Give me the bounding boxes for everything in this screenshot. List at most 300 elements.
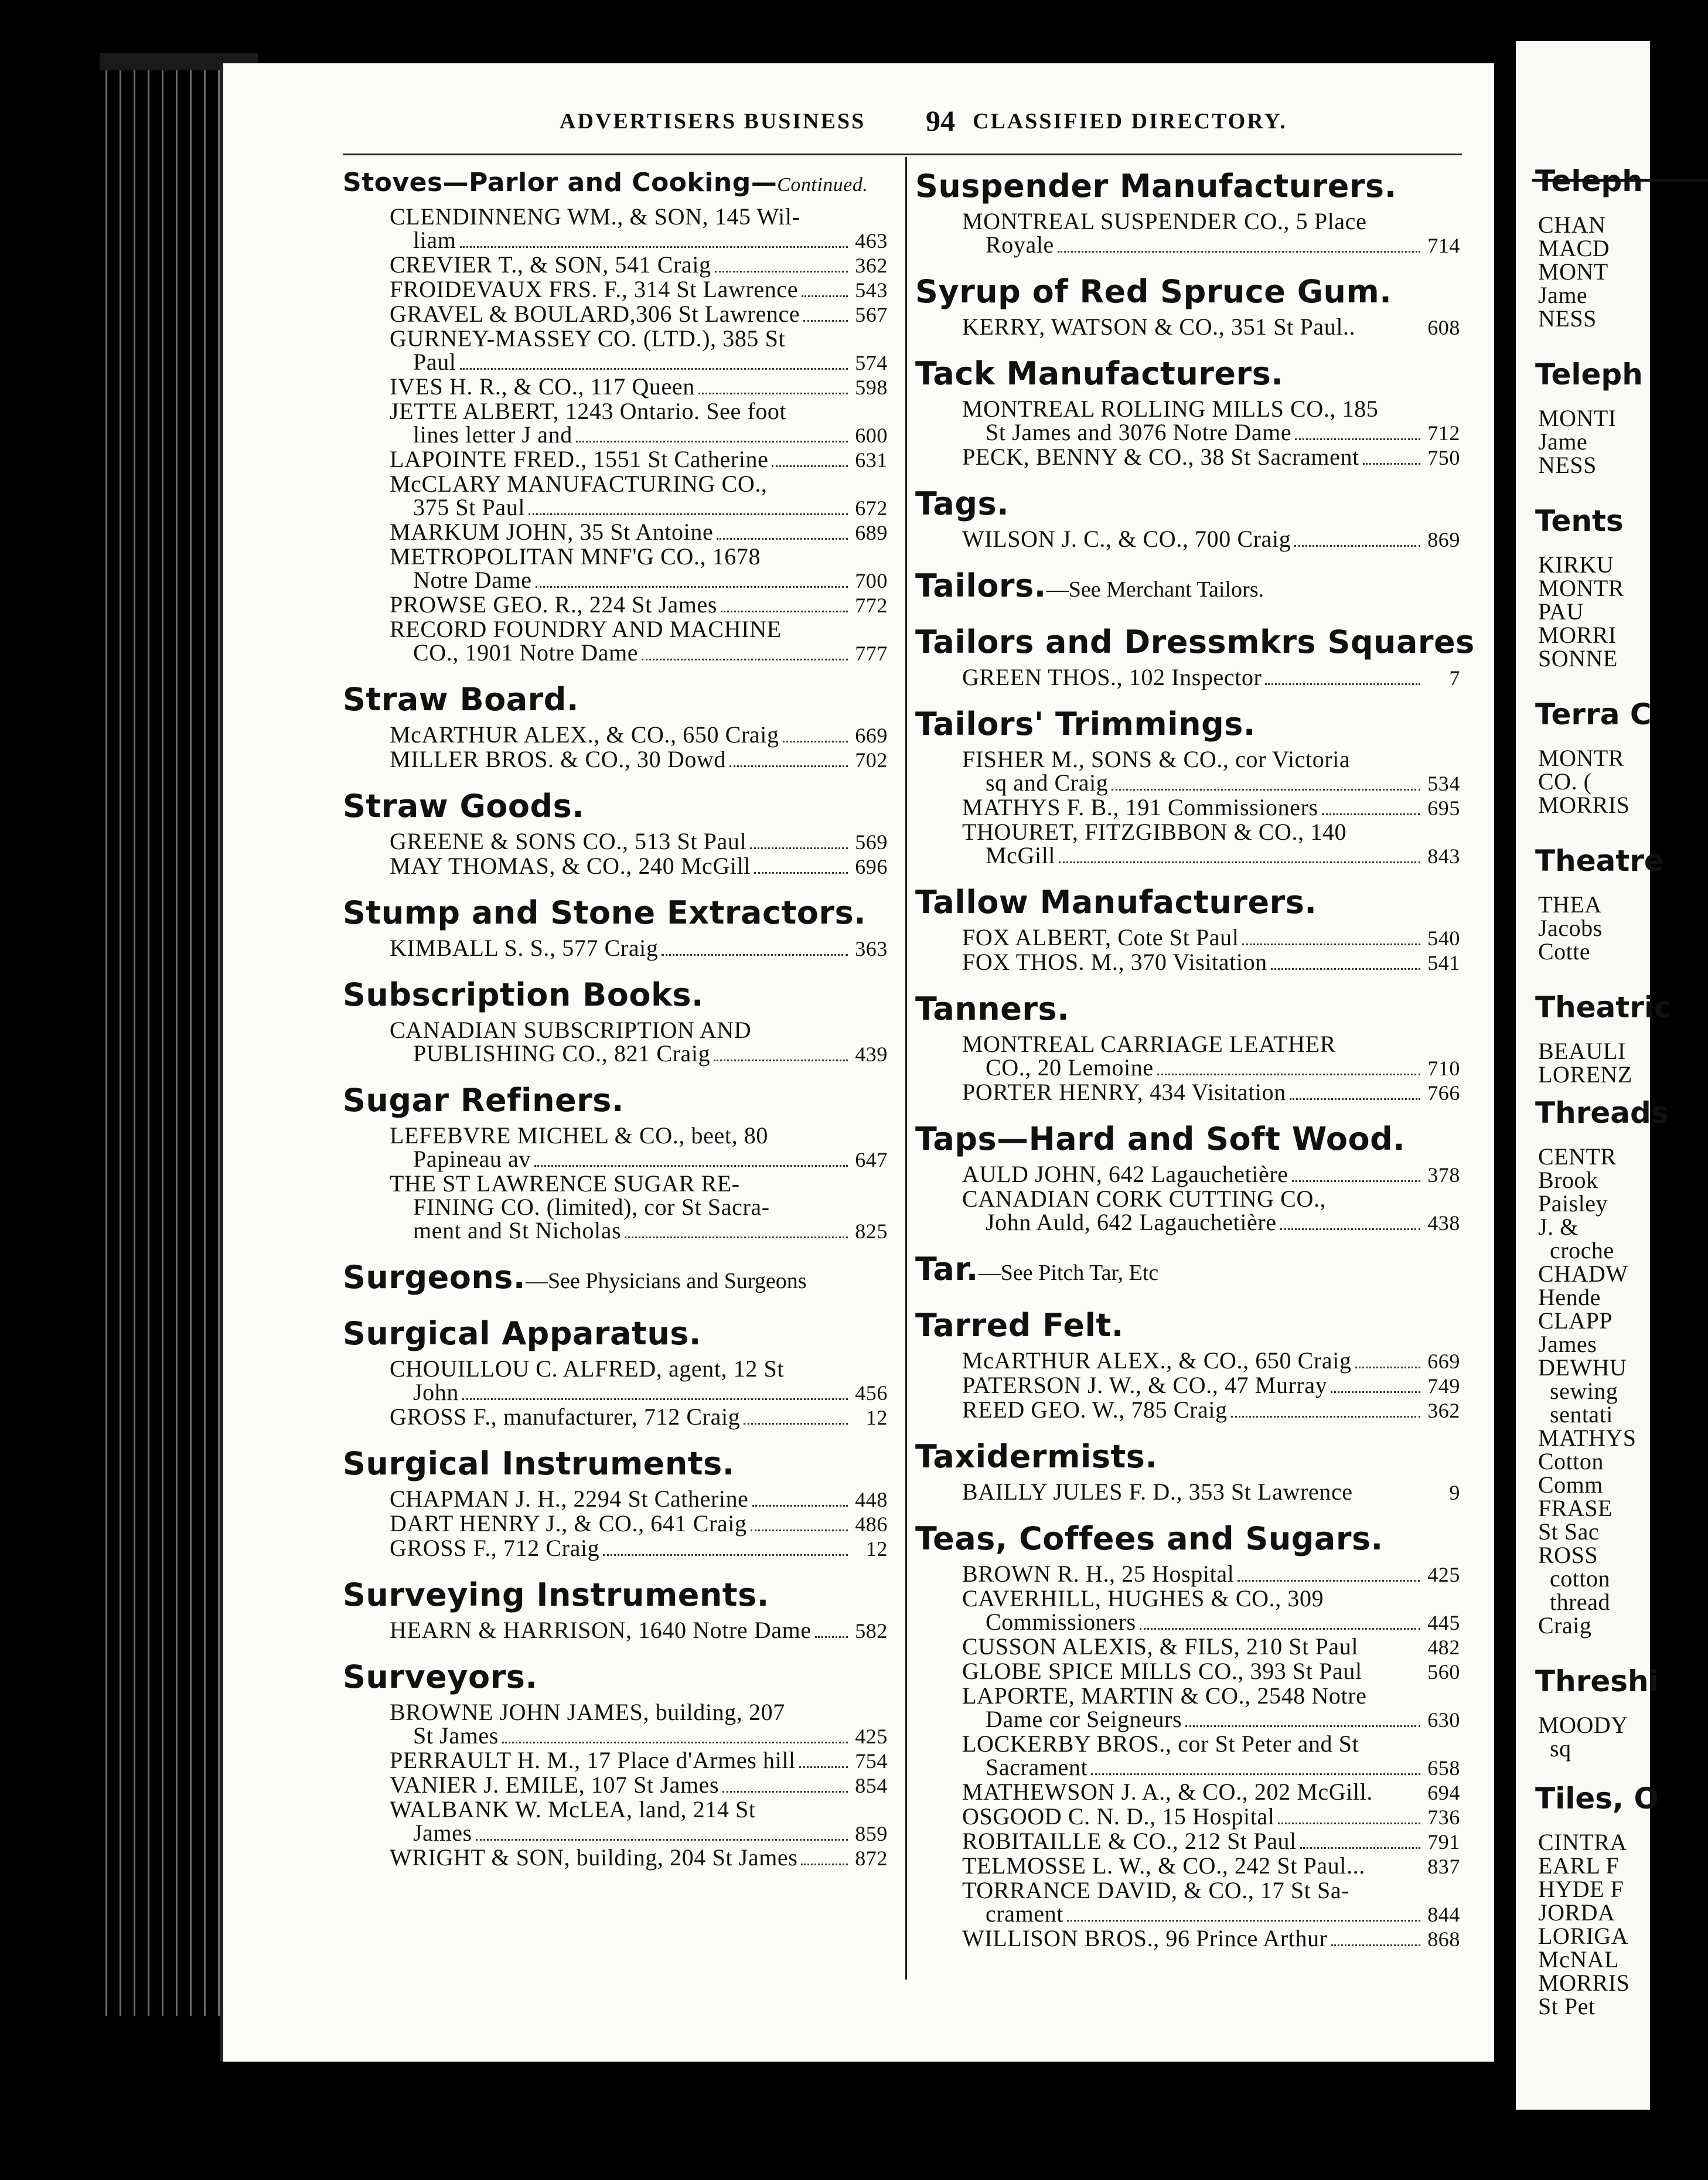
adjacent-line-fragment: NESS: [1538, 452, 1597, 478]
entry-line: [962, 1830, 1460, 1854]
leader-dots: [801, 1864, 848, 1865]
leader-dots: [1300, 1847, 1420, 1849]
entry-line: [390, 1357, 888, 1381]
directory-entry: [343, 1537, 894, 1561]
left-column: [343, 165, 894, 1883]
entry-list: [915, 1478, 1466, 1518]
entry-list: [915, 395, 1466, 483]
entry-text: HEARN & HARRISON, 1640 Notre Dame: [390, 1617, 812, 1643]
leader-dots: [460, 246, 848, 248]
directory-entry: [343, 327, 894, 375]
page-gutter-shadow: [1509, 41, 1516, 2110]
directory-entry: [915, 1927, 1466, 1951]
adjacent-line-fragment: Comm: [1538, 1472, 1603, 1498]
entry-line: [390, 1701, 888, 1724]
entry-text: THOURET, FITZGIBBON & CO., 140: [962, 819, 1347, 845]
adjacent-line-fragment: CLAPP: [1538, 1307, 1612, 1334]
directory-section: [343, 1256, 894, 1313]
page-reference: 425: [855, 1725, 888, 1748]
directory-section: [343, 892, 894, 974]
page-reference: 362: [855, 254, 888, 277]
leader-dots: [1355, 1367, 1420, 1368]
entry-list: [343, 1122, 894, 1256]
directory-entry: [343, 545, 894, 593]
page-reference: 486: [855, 1513, 888, 1536]
entry-line: [390, 302, 888, 327]
leader-dots: [1091, 1773, 1420, 1775]
section-heading-text: Straw Board.: [343, 681, 579, 718]
entry-text: GLOBE SPICE MILLS CO., 393 St Paul: [962, 1658, 1362, 1684]
entry-text: MONTREAL SUSPENDER CO., 5 Place: [962, 208, 1367, 234]
section-heading: [915, 1118, 1466, 1160]
entry-line: [962, 1879, 1460, 1902]
adjacent-line-fragment: MONT: [1538, 258, 1608, 285]
leader-dots: [1295, 438, 1420, 440]
adjacent-line-fragment: THEA: [1538, 891, 1602, 918]
entry-line: [390, 1749, 888, 1773]
adjacent-line-fragment: croche: [1550, 1237, 1614, 1263]
section-heading-text: Tanners.: [915, 990, 1070, 1027]
leader-dots: [1292, 1180, 1420, 1182]
leader-dots: [476, 1839, 848, 1841]
page-reference: 540: [1427, 926, 1460, 950]
leader-dots: [1058, 251, 1420, 253]
page-reference: 754: [855, 1749, 888, 1773]
entry-list: [343, 203, 894, 679]
entry-line: [962, 1211, 1460, 1235]
section-heading: [915, 1436, 1466, 1478]
adjacent-line-fragment: cotton: [1550, 1565, 1610, 1592]
leader-dots: [754, 872, 848, 874]
entry-line: [390, 1724, 888, 1749]
directory-entry: [915, 1033, 1466, 1081]
directory-entry: [915, 926, 1466, 951]
directory-entry: [915, 1398, 1466, 1423]
entry-line: [962, 844, 1460, 868]
adjacent-line-fragment: MORRIS: [1538, 1970, 1630, 1996]
adjacent-line-fragment: MOODY: [1538, 1712, 1628, 1738]
directory-entry: [343, 375, 894, 400]
entry-text: GROSS F., 712 Craig: [390, 1535, 600, 1561]
running-head-left: ADVERTISERS BUSINESS: [560, 109, 866, 134]
directory-entry: [343, 472, 894, 520]
leader-dots: [1363, 463, 1420, 465]
entry-text: CREVIER T., & SON, 541 Craig: [390, 251, 711, 278]
entry-line: [962, 1081, 1460, 1105]
adjacent-line-fragment: ROSS: [1538, 1542, 1598, 1568]
page-reference: 714: [1427, 234, 1460, 257]
page-reference: 560: [1427, 1660, 1460, 1684]
adjacent-line-fragment: St Sac: [1538, 1518, 1600, 1545]
leader-dots: [803, 320, 848, 322]
entry-line: [390, 1124, 888, 1147]
page-reference: 766: [1427, 1081, 1460, 1105]
entry-text: TELMOSSE L. W., & CO., 242 St Paul...: [962, 1852, 1365, 1879]
leader-dots: [729, 765, 848, 767]
page-reference: 445: [1427, 1611, 1460, 1634]
entry-text: GURNEY-MASSEY CO. (LTD.), 385 St: [390, 325, 786, 352]
entry-list: [915, 313, 1466, 353]
leader-dots: [1067, 1920, 1420, 1922]
adjacent-line-fragment: St Pet: [1538, 1993, 1596, 2019]
directory-entry: [343, 1749, 894, 1773]
adjacent-line-fragment: Hende: [1538, 1284, 1601, 1310]
entry-text: crament: [986, 1900, 1064, 1927]
directory-entry: [915, 1349, 1466, 1374]
entry-line: [962, 1033, 1460, 1056]
page-number: 94: [926, 104, 955, 137]
page-reference: 689: [855, 521, 888, 544]
section-heading-text: Surgical Instruments.: [343, 1445, 735, 1482]
leader-dots: [576, 441, 848, 442]
section-heading: [915, 165, 1466, 207]
section-heading: [343, 1574, 894, 1616]
adjacent-line-fragment: LORIGA: [1538, 1923, 1629, 1949]
page-reference: 630: [1427, 1708, 1460, 1732]
entry-line: [390, 748, 888, 772]
directory-entry: [915, 796, 1466, 820]
entry-text: sq and Craig: [986, 769, 1109, 796]
directory-entry: [915, 1374, 1466, 1398]
entry-line: [390, 1512, 888, 1537]
entry-text: CHOUILLOU C. ALFRED, agent, 12 St: [390, 1355, 785, 1382]
section-heading: [915, 703, 1466, 745]
directory-section: [915, 271, 1466, 353]
page-reference: 631: [855, 448, 888, 472]
section-heading-text: Sugar Refiners.: [343, 1082, 624, 1119]
directory-entry: [343, 520, 894, 545]
directory-entry: [343, 1846, 894, 1871]
leader-dots: [722, 1791, 848, 1793]
entry-line: [390, 545, 888, 568]
adjacent-line-fragment: BEAULI: [1538, 1038, 1626, 1064]
leader-dots: [744, 1423, 848, 1425]
adjacent-line-fragment: sewing: [1550, 1378, 1618, 1404]
entry-text: PROWSE GEO. R., 224 St James: [390, 591, 718, 618]
leader-dots: [1112, 789, 1420, 791]
page-reference: 700: [855, 569, 888, 592]
directory-entry: [343, 400, 894, 448]
entry-list: [915, 663, 1466, 703]
section-heading-text: Tailors' Trimmings.: [915, 706, 1256, 742]
entry-list: [915, 1560, 1466, 1964]
entry-text: RECORD FOUNDRY AND MACHINE: [390, 616, 782, 642]
entry-text: MARKUM JOHN, 35 St Antoine: [390, 519, 714, 545]
entry-text: MATHEWSON J. A., & CO., 202 McGill.: [962, 1779, 1373, 1805]
adjacent-line-fragment: James: [1538, 1331, 1597, 1357]
adjacent-line-fragment: MORRIS: [1538, 792, 1630, 818]
page-reference: 702: [855, 748, 888, 772]
adjacent-heading-fragment: Tiles, O: [1535, 1782, 1659, 1815]
directory-section: [915, 565, 1466, 621]
directory-section: [343, 1656, 894, 1883]
entry-text: BROWNE JOHN JAMES, building, 207: [390, 1699, 785, 1725]
entry-text: GRAVEL & BOULARD,306 St Lawrence: [390, 301, 800, 327]
entry-text: OSGOOD C. N. D., 15 Hospital: [962, 1803, 1275, 1830]
adjacent-line-fragment: McNAL: [1538, 1946, 1620, 1973]
section-heading-text: Stump and Stone Extractors.: [343, 894, 867, 931]
entry-text: KERRY, WATSON & CO., 351 St Paul..: [962, 314, 1356, 340]
adjacent-line-fragment: MACD: [1538, 235, 1610, 261]
section-heading-text: Surveying Instruments.: [343, 1576, 769, 1613]
section-heading-text: Tailors and Dressmkrs Squares: [915, 624, 1475, 660]
directory-entry: [343, 278, 894, 302]
directory-section: [343, 1313, 894, 1443]
leader-dots: [1290, 1098, 1420, 1100]
leader-dots: [642, 659, 848, 660]
adjacent-line-fragment: CINTRA: [1538, 1829, 1627, 1855]
section-heading-text: Taps—Hard and Soft Wood.: [915, 1120, 1406, 1157]
entry-text: PERRAULT H. M., 17 Place d'Armes hill: [390, 1747, 796, 1773]
directory-section: [343, 165, 894, 679]
entry-text: PORTER HENRY, 434 Visitation: [962, 1079, 1286, 1105]
entry-list: [915, 1160, 1466, 1248]
entry-list: [915, 207, 1466, 271]
entry-line: [390, 1846, 888, 1871]
directory-entry: [915, 951, 1466, 975]
entry-list: [915, 924, 1466, 988]
adjacent-line-fragment: PAU: [1538, 598, 1584, 625]
leader-dots: [721, 611, 848, 612]
adjacent-heading-fragment: Theatre: [1535, 844, 1664, 878]
section-heading-text: Subscription Books.: [343, 976, 704, 1013]
leader-dots: [662, 954, 848, 956]
entry-line: [962, 820, 1460, 844]
entry-text: CHAPMAN J. H., 2294 St Catherine: [390, 1486, 749, 1512]
directory-entry: [915, 315, 1466, 340]
page-reference: 12: [865, 1537, 888, 1561]
entry-line: [390, 400, 888, 423]
entry-text: VANIER J. EMILE, 107 St James: [390, 1772, 720, 1798]
leader-dots: [1278, 1823, 1420, 1824]
page-reference: 658: [1427, 1756, 1460, 1780]
adjacent-line-fragment: Brook: [1538, 1167, 1598, 1193]
directory-section: [915, 165, 1466, 271]
directory-entry: [915, 1635, 1466, 1660]
entry-text: GREENE & SONS CO., 513 St Paul: [390, 828, 747, 854]
page-reference: 574: [855, 351, 888, 374]
entry-text: Commissioners: [986, 1609, 1136, 1635]
adjacent-heading-fragment: Teleph: [1535, 357, 1643, 391]
directory-section: [915, 881, 1466, 988]
entry-line: [390, 936, 888, 961]
entry-line: [962, 951, 1460, 975]
entry-line: [390, 496, 888, 520]
entry-line: [390, 229, 888, 253]
entry-list: [343, 827, 894, 892]
section-heading: [915, 988, 1466, 1030]
page-reference: 598: [855, 376, 888, 399]
entry-line: [390, 1619, 888, 1643]
entry-text: St James: [413, 1722, 499, 1749]
adjacent-line-fragment: SONNE: [1538, 645, 1618, 672]
page-reference: 872: [855, 1847, 888, 1870]
section-heading-text: Syrup of Red Spruce Gum.: [915, 273, 1392, 310]
entry-text: John Auld, 642 Lagauchetière: [986, 1209, 1277, 1235]
adjacent-line-fragment: NESS: [1538, 305, 1597, 332]
directory-entry: [915, 1081, 1466, 1105]
entry-line: [390, 593, 888, 618]
page-reference: 750: [1427, 446, 1460, 469]
entry-text: Paul: [413, 349, 456, 375]
adjacent-heading-fragment: Threads: [1535, 1096, 1669, 1130]
entry-text: MONTREAL CARRIAGE LEATHER: [962, 1031, 1336, 1057]
page-reference: 456: [855, 1381, 888, 1405]
leader-dots: [1185, 1725, 1420, 1727]
page-stack-edges: [100, 70, 229, 2016]
section-heading: [915, 881, 1466, 924]
entry-line: [390, 1487, 888, 1512]
entry-text: Royale: [986, 231, 1054, 258]
adjacent-heading-fragment: Teleph: [1535, 164, 1643, 198]
page-reference: 569: [855, 830, 888, 854]
leader-dots: [1322, 813, 1420, 815]
entry-text: CLENDINNENG WM., & SON, 145 Wil-: [390, 203, 800, 230]
directory-entry: [915, 1879, 1466, 1927]
entry-line: [390, 253, 888, 278]
page-reference: 869: [1427, 528, 1460, 551]
directory-entry: [915, 445, 1466, 470]
adjacent-line-fragment: EARL F: [1538, 1852, 1620, 1879]
adjacent-line-fragment: HYDE F: [1538, 1876, 1624, 1902]
leader-dots: [751, 1530, 848, 1531]
section-heading: [343, 892, 894, 934]
directory-entry: [915, 1562, 1466, 1587]
directory-entry: [343, 1487, 894, 1512]
entry-line: [962, 926, 1460, 951]
entry-text: CAVERHILL, HUGHES & CO., 309: [962, 1585, 1324, 1612]
entry-list: [343, 934, 894, 974]
adjacent-line-fragment: LORENZ: [1538, 1061, 1632, 1088]
header-rule: [343, 154, 1462, 155]
entry-line: [962, 1398, 1460, 1423]
section-heading-text: Straw Goods.: [343, 788, 585, 825]
entry-text: IVES H. R., & CO., 117 Queen: [390, 373, 695, 400]
entry-text: BAILLY JULES F. D., 353 St Lawrence: [962, 1479, 1353, 1505]
page-reference: 608: [1427, 316, 1460, 339]
directory-entry: [343, 593, 894, 618]
leader-dots: [529, 513, 848, 515]
leader-dots: [750, 847, 848, 849]
entry-text: liam: [413, 227, 456, 253]
entry-line: [390, 472, 888, 496]
page-reference: 600: [855, 424, 888, 447]
page-reference: 439: [855, 1043, 888, 1066]
directory-section: [915, 1518, 1466, 1964]
entry-text: FISHER M., SONS & CO., cor Victoria: [962, 746, 1351, 772]
entry-line: [390, 1798, 888, 1821]
directory-entry: [343, 302, 894, 327]
section-heading: [343, 974, 894, 1016]
entry-text: McGill: [986, 842, 1056, 868]
section-heading: [343, 1079, 894, 1122]
page-reference: 859: [855, 1822, 888, 1845]
section-heading-text: Tags.: [915, 485, 1010, 522]
entry-text: 375 St Paul: [413, 494, 526, 520]
adjacent-line-fragment: CO. (: [1538, 768, 1592, 795]
entry-text: LEFEBVRE MICHEL & CO., beet, 80: [390, 1122, 768, 1149]
leader-dots: [1059, 861, 1420, 863]
directory-entry: [915, 1480, 1466, 1505]
page-reference: 868: [1427, 1927, 1460, 1951]
entry-text: St James and 3076 Notre Dame: [986, 419, 1292, 445]
entry-line: [962, 1732, 1460, 1756]
directory-entry: [915, 1660, 1466, 1684]
entry-text: FINING CO. (limited), cor St Sacra-: [413, 1194, 770, 1220]
entry-text: lines letter J and: [413, 421, 572, 448]
entry-text: LOCKERBY BROS., cor St Peter and St: [962, 1731, 1359, 1757]
directory-section: [915, 1248, 1466, 1304]
directory-entry: [915, 527, 1466, 552]
section-heading: [343, 1256, 894, 1302]
directory-entry: [915, 748, 1466, 796]
see-reference: —See Merchant Tailors.: [1046, 577, 1264, 602]
directory-entry: [343, 205, 894, 253]
entry-text: CANADIAN CORK CUTTING CO.,: [962, 1186, 1327, 1212]
entry-text: Sacrament: [986, 1754, 1088, 1780]
entry-line: [390, 375, 888, 400]
entry-line: [390, 830, 888, 854]
entry-text: GREEN THOS., 102 Inspector: [962, 664, 1262, 690]
entry-line: [962, 1708, 1460, 1732]
entry-line: [962, 233, 1460, 258]
section-heading-text: Stoves—Parlor and Cooking—: [343, 168, 778, 197]
leader-dots: [1280, 1228, 1420, 1230]
page-reference: 438: [1427, 1211, 1460, 1235]
entry-text: FOX ALBERT, Cote St Paul: [962, 924, 1239, 951]
entry-line: [390, 278, 888, 302]
entry-line: [390, 520, 888, 545]
entry-line: [962, 1562, 1460, 1587]
right-column: [915, 165, 1475, 1964]
page-reference: 844: [1427, 1903, 1460, 1926]
adjacent-line-fragment: KIRKU: [1538, 551, 1614, 578]
adjacent-line-fragment: Jame: [1538, 428, 1588, 455]
entry-text: WILSON J. C., & CO., 700 Craig: [962, 526, 1291, 552]
entry-text: THE ST LAWRENCE SUGAR RE-: [390, 1170, 740, 1197]
leader-dots: [783, 741, 848, 742]
page-reference: 749: [1427, 1374, 1460, 1398]
page-reference: 843: [1427, 844, 1460, 868]
entry-list: [343, 1616, 894, 1656]
directory-section: [915, 353, 1466, 483]
entry-list: [915, 1294, 1466, 1304]
leader-dots: [534, 1165, 848, 1167]
leader-dots: [462, 1398, 848, 1400]
entry-text: MONTREAL ROLLING MILLS CO., 185: [962, 396, 1379, 422]
directory-section: [343, 1079, 894, 1256]
directory-entry: [915, 1854, 1466, 1879]
section-heading-text: Teas, Coffees and Sugars.: [915, 1520, 1383, 1557]
entry-line: [962, 1902, 1460, 1927]
leader-dots: [1331, 1944, 1420, 1946]
page-reference: 837: [1427, 1855, 1460, 1878]
page-reference: 543: [855, 278, 888, 302]
entry-line: [962, 421, 1460, 445]
page-reference: 448: [855, 1488, 888, 1511]
leader-dots: [1237, 1580, 1420, 1582]
entry-line: [962, 1610, 1460, 1635]
entry-text: MATHYS F. B., 191 Commissioners: [962, 794, 1318, 820]
adjacent-line-fragment: FRASE: [1538, 1495, 1612, 1521]
entry-list: [343, 1016, 894, 1079]
directory-entry: [915, 1780, 1466, 1805]
entry-line: [390, 423, 888, 448]
page-reference: 772: [855, 594, 888, 617]
entry-text: WILLISON BROS., 96 Prince Arthur: [962, 1925, 1328, 1951]
directory-entry: [343, 1512, 894, 1537]
leader-dots: [502, 1742, 848, 1743]
